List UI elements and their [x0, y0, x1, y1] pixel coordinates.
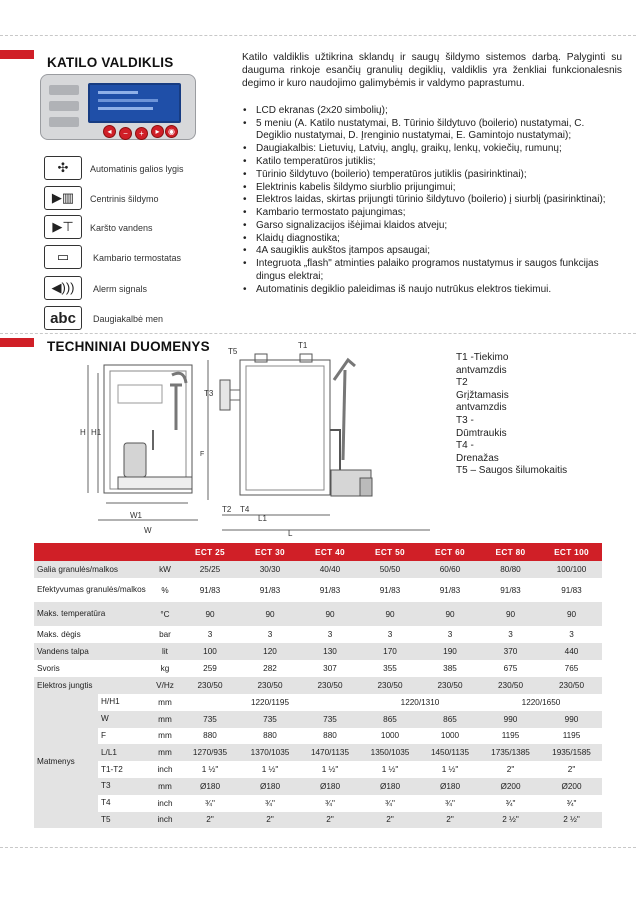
dim-label-t5: T5	[228, 347, 238, 356]
table-row: F mm 880 880 880 1000 1000 1195 1195	[34, 728, 602, 745]
specifications-table	[34, 543, 602, 828]
alarm-speaker-icon: ◀)))	[44, 276, 82, 300]
dim-label-t4: T4	[240, 505, 250, 514]
table-row: Maks. temperatūra °C 90 90 90 90 90 90 90	[34, 602, 602, 626]
icon-label: Kambario termostatas	[93, 253, 182, 263]
model-header: ECT 25	[180, 543, 240, 561]
connection-legend	[456, 352, 616, 478]
legend-item: T1 -Tiekimo antvamzdis	[456, 352, 509, 376]
fan-icon: ✣	[44, 156, 82, 180]
table-row: Elektros jungtis V/Hz 230/50 230/50 230/50 230/50 230/50 230/50 230/50	[34, 677, 602, 694]
section-marker	[0, 338, 34, 347]
model-header: ECT 50	[360, 543, 420, 561]
middle-dashed-divider	[0, 333, 636, 334]
dim-label-h1: H1	[91, 428, 102, 437]
list-item: • Daugiakalbis: Lietuvių, Latvių, anglų, graikų, lenkų, vokiečių, rumunų;	[242, 143, 622, 156]
icon-label: Centrinis šildymo	[90, 194, 159, 204]
dim-label-t3: T3	[204, 389, 214, 398]
dim-label-h: H	[80, 428, 86, 437]
list-item: • Elektrinis kabelis šildymo siurblio prijungimui;	[242, 182, 622, 195]
controller-left-button: ◂	[103, 125, 116, 138]
controller-indicator	[49, 85, 79, 95]
multilanguage-icon: abc	[44, 306, 82, 330]
list-item: • Kambario termostato pajungimas;	[242, 207, 622, 220]
legend-item: T2 Grįžtamasis antvamzdis	[456, 377, 509, 414]
model-header: ECT 40	[300, 543, 360, 561]
list-item: • Klaidų diagnostika;	[242, 233, 622, 246]
model-header: ECT 60	[420, 543, 480, 561]
controller-plus-button: +	[135, 127, 148, 140]
icon-label: Karšto vandens	[90, 223, 153, 233]
dim-label-w1: W1	[130, 511, 142, 520]
controller-indicator	[49, 101, 79, 111]
dimensions-label: Matmenys	[34, 694, 98, 828]
table-row: L/L1 mm 1270/935 1370/1035 1470/1135 1350/1035 1450/1135 1735/1385 1935/1585	[34, 744, 602, 761]
icon-label: Automatinis galios lygis	[90, 164, 184, 174]
table-row: T5 inch 2" 2" 2" 2" 2" 2 ½" 2 ½"	[34, 812, 602, 829]
table-row: Efektyvumas granulės/malkos % 91/83 91/83 91/83 91/83 91/83 91/83 91/83	[34, 578, 602, 602]
model-header: ECT 100	[541, 543, 602, 561]
dim-label-t2: T2	[222, 505, 232, 514]
icon-label: Alerm signals	[93, 284, 148, 294]
feature-list	[242, 105, 622, 296]
list-item: • Integruota „flash" atminties palaiko programos nustatymus ir saugos funkcijas dingus elektrai;	[242, 258, 622, 283]
model-header: ECT 30	[240, 543, 300, 561]
list-item: • Tūrinio šildytuvo (boilerio) temperatūros jutiklis (pasirinktinai);	[242, 169, 622, 182]
hot-water-tap-icon: ▶⊤	[44, 215, 82, 239]
dim-label-l: L	[288, 529, 293, 538]
list-item: • Elektros laidas, skirtas prijungti tūrinio šildytuvo (boilerio) į siurblį (pasirinktinai);	[242, 194, 622, 207]
table-row: Matmenys H/H1 mm 1220/1195 1220/1310 1220/1650	[34, 694, 602, 711]
table-row: T1-T2 inch 1 ½" 1 ½" 1 ½" 1 ½" 1 ½" 2" 2"	[34, 761, 602, 778]
model-header: ECT 80	[480, 543, 541, 561]
legend-item: T3 - Dūmtraukis	[456, 414, 507, 439]
dim-label-l1: L1	[258, 514, 267, 523]
central-heating-icon: ▶▥	[44, 186, 82, 210]
list-item: • Garso signalizacijos išėjimai klaidos atveju;	[242, 220, 622, 233]
controller-lcd-screen	[88, 83, 181, 123]
top-dashed-divider	[0, 35, 636, 36]
table-row: Vandens talpa lit 100 120 130 170 190 370 440	[34, 643, 602, 660]
table-row: T4 inch ¾" ¾" ¾" ¾" ¾" ¾" ¾"	[34, 795, 602, 812]
boiler-side-view-drawing	[200, 340, 440, 540]
dim-label-f: F	[200, 451, 205, 458]
controller-indicator	[49, 117, 79, 127]
section-marker	[0, 50, 34, 59]
list-item: • 4A saugiklis aukštos įtampos apsaugai;	[242, 245, 622, 258]
table-row: Galia granulės/malkos kW 25/25 30/30 40/40 50/50 60/60 80/80 100/100	[34, 561, 602, 578]
tech-section-title: TECHNINIAI DUOMENYS	[47, 339, 210, 354]
dim-label-t1: T1	[298, 341, 308, 350]
controller-power-button: ◉	[165, 125, 178, 138]
controller-minus-button: −	[119, 127, 132, 140]
dim-label-w: W	[144, 526, 152, 535]
legend-item: T5 – Saugos šilumokaitis	[456, 465, 568, 477]
legend-item: T4 - Drenažas	[456, 440, 499, 464]
controller-section-title: KATILO VALDIKLIS	[47, 55, 174, 70]
list-item: • Katilo temperatūros jutiklis;	[242, 156, 622, 169]
bottom-dashed-divider	[0, 847, 636, 848]
list-item: • 5 meniu (A. Katilo nustatymai, B. Tūrinio šildytuvo (boilerio) nustatymai, C. Degiklio nustatymai, D. Įrenginio nustatymai, E. Gamintojo nustatymai);	[242, 118, 622, 143]
boiler-front-view-drawing	[58, 355, 208, 537]
table-row: Maks. dėgis bar 3 3 3 3 3 3 3	[34, 626, 602, 643]
table-row: W mm 735 735 735 865 865 990 990	[34, 711, 602, 728]
room-thermostat-icon: ▭	[44, 245, 82, 269]
boiler-controller-image	[40, 74, 196, 140]
table-row: Svoris kg 259 282 307 355 385 675 765	[34, 660, 602, 677]
controller-description: Katilo valdiklis užtikrina sklandų ir saugų šildymo sistemos darbą. Palyginti su dauguma rinkoje esančių granulių degiklių, valdiklis yra ženkliai funkcionalesnis degimo ir kuro naudojimo galimybėmis ir valdymo paprastumu.	[242, 52, 622, 89]
icon-label: Daugiakalbė men	[93, 314, 164, 324]
table-row: T3 mm Ø180 Ø180 Ø180 Ø180 Ø180 Ø200 Ø200	[34, 778, 602, 795]
list-item: • Automatinis degiklio paleidimas iš naujo nutrūkus elektros tiekimui.	[242, 284, 622, 297]
list-item: • LCD ekranas (2x20 simbolių);	[242, 105, 622, 118]
controller-right-button: ▸	[151, 125, 164, 138]
